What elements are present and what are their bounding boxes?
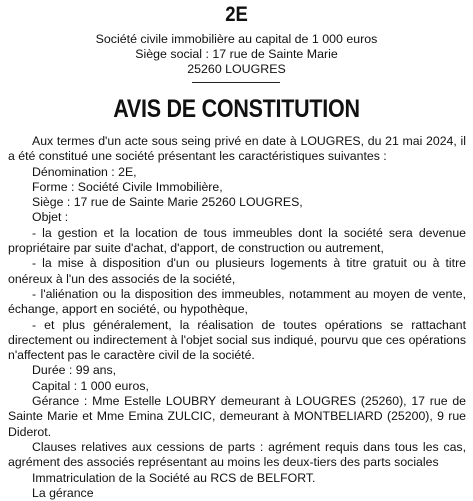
objet-item-4: - et plus généralement, la réalisation de toutes opérations se rattachant directement ou indirectement à l'objet social sus indiqué, pourvu que ces opérations n'affectent pas le caractère civil de la société. bbox=[8, 317, 466, 363]
signature-line: La gérance bbox=[32, 485, 94, 500]
intro-paragraph: Aux termes d'un acte sous seing privé en date à LOUGRES, du 21 mai 2024, il a été constitué une société présentant les caractéristiques suivantes : bbox=[8, 134, 466, 164]
siege-line: Siège : 17 rue de Sainte Marie 25260 LOUGRES, bbox=[32, 195, 303, 210]
forme-line: Forme : Société Civile Immobilière, bbox=[32, 179, 223, 194]
header-divider bbox=[192, 82, 280, 83]
capital-line: Capital : 1 000 euros, bbox=[32, 378, 149, 393]
duree-line: Durée : 99 ans, bbox=[32, 363, 117, 378]
company-postcode: 25260 LOUGRES bbox=[187, 62, 286, 76]
immatriculation-line: Immatriculation de la Société au RCS de BELFORT. bbox=[32, 470, 316, 485]
company-capital: Société civile immobilière au capital de 1 000 euros bbox=[95, 32, 378, 46]
company-address: Siège social : 17 rue de Sainte Marie bbox=[135, 47, 338, 61]
company-name: 2E bbox=[225, 3, 248, 26]
notice-title: AVIS DE CONSTITUTION bbox=[113, 95, 360, 123]
objet-item-2: - la mise à disposition d'un ou plusieurs logements à titre gratuit ou à titre onéreux à l'un des associés de la société, bbox=[8, 256, 466, 286]
gerance-paragraph: Gérance : Mme Estelle LOUBRY demeurant à LOUGRES (25260), 17 rue de Sainte Marie et Mme Emina ZULCIC, demeurant à MONTBELIARD (25200), 9 rue Diderot. bbox=[8, 394, 466, 439]
objet-item-1: - la gestion et la location de tous immeubles dont la société sera devenue propriétaire par suite d'achat, d'apport, de construction ou autrement, bbox=[8, 225, 466, 256]
notice-body bbox=[8, 134, 466, 501]
objet-item-3: - l'aliénation ou la disposition des immeubles, notamment au moyen de vente, échange, apport en société, ou hypothèque, bbox=[8, 286, 466, 317]
objet-line: Objet : bbox=[32, 210, 69, 225]
clauses-paragraph: Clauses relatives aux cessions de parts : agrément requis dans tous les cas, agrément des associés représentant au moins les deux-tiers des parts sociales bbox=[8, 439, 466, 470]
denomination-line: Dénomination : 2E, bbox=[32, 164, 137, 179]
